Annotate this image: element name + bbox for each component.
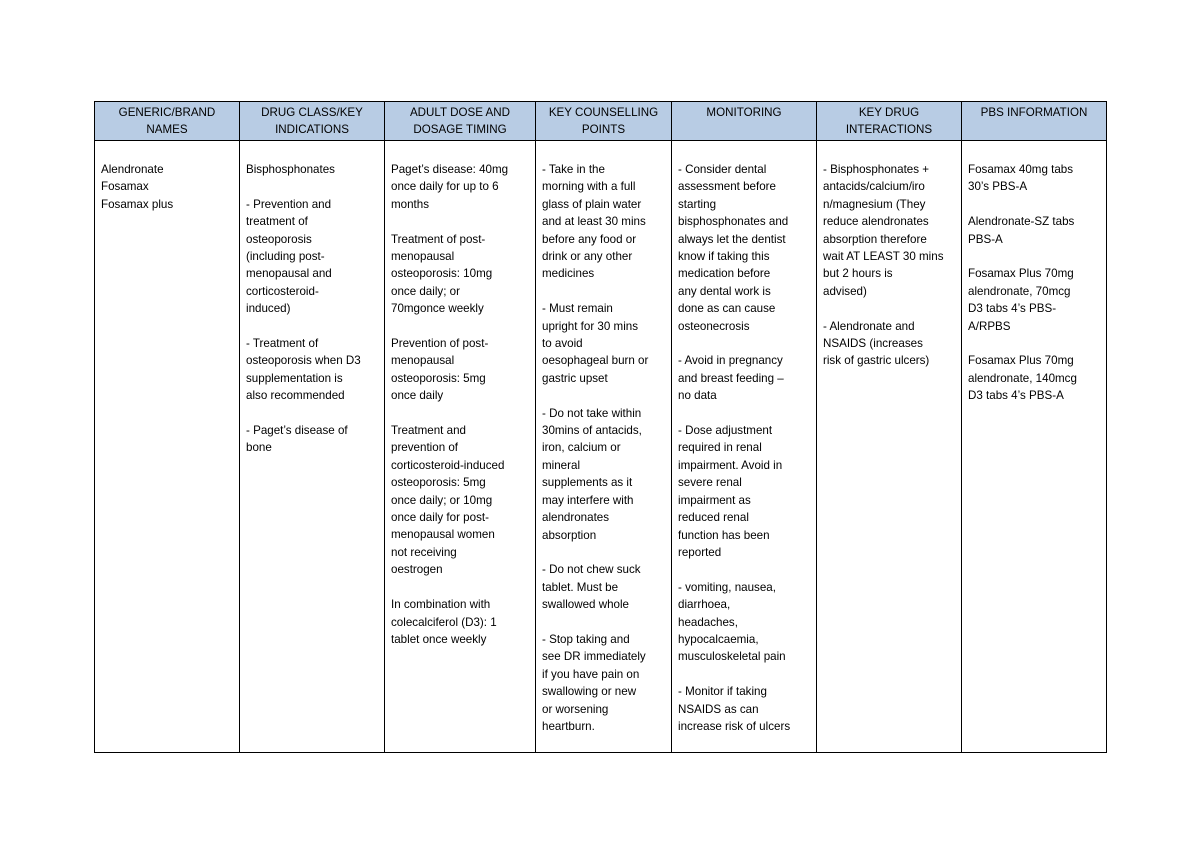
indication-text: - Prevention and treatment of osteoporosis (including post- menopausal and corticosteroid- induced) — [246, 197, 332, 316]
monitoring-point: - Monitor if taking NSAIDS as can increase risk of ulcers — [678, 685, 791, 733]
header-drug-interactions: KEY DRUG INTERACTIONS — [817, 102, 962, 141]
interaction-text: - Bisphosphonates + antacids/calcium/iro n/magnesium (They reduce alendronates absorption therefore wait AT LEAST 30 mins but 2 hours is advised) — [823, 163, 944, 298]
monitoring-point: - Dose adjustment required in renal impairment. Avoid in severe renal impairment as reduced renal function has been reported — [678, 424, 783, 559]
header-drug-class: DRUG CLASS/KEY INDICATIONS — [240, 102, 385, 141]
cell-names — [95, 141, 240, 753]
pbs-text: Fosamax Plus 70mg alendronate, 140mcg D3 tabs 4’s PBS-A — [968, 354, 1077, 403]
header-pbs-information: PBS INFORMATION — [962, 102, 1107, 141]
header-row — [95, 102, 1107, 141]
dose-text: Prevention of post- menopausal osteoporosis: 5mg once daily — [391, 337, 489, 403]
counselling-point: - Do not take within 30mins of antacids, iron, calcium or mineral supplements as it may interfere with alendronates absorption — [542, 406, 642, 542]
monitoring-point: - Consider dental assessment before starting bisphosphonates and always let the dentist know if taking this medication before any dental work is done as can cause osteonecrosis — [678, 163, 789, 333]
indication-text: - Paget’s disease of bone — [246, 424, 348, 455]
name-line: Fosamax — [101, 180, 149, 194]
dose-text: In combination with colecalciferol (D3): 1 tablet once weekly — [391, 598, 497, 646]
header-generic-brand-names: GENERIC/BRAND NAMES — [95, 102, 240, 141]
counselling-point: - Take in the morning with a full glass of plain water and at least 30 mins before any food or drink or any other medicines — [542, 163, 646, 281]
counselling-point: - Stop taking and see DR immediately if you have pain on swallowing or new or worsening heartburn. — [542, 632, 646, 733]
monitoring-point: - vomiting, nausea, diarrhoea, headaches, hypocalcaemia, musculoskeletal pain — [678, 580, 786, 664]
table-row — [95, 141, 1107, 753]
cell-dose — [385, 141, 536, 753]
header-monitoring: MONITORING — [672, 102, 817, 141]
interaction-text: - Alendronate and NSAIDS (increases risk of gastric ulcers) — [823, 319, 930, 368]
header-adult-dose: ADULT DOSE AND DOSAGE TIMING — [385, 102, 536, 141]
monitoring-point: - Avoid in pregnancy and breast feeding – no data — [678, 354, 784, 403]
drug-class-text: Bisphosphonates — [246, 163, 335, 176]
cell-drug-class — [240, 141, 385, 753]
counselling-point: - Must remain upright for 30 mins to avoid oesophageal burn or gastric upset — [542, 302, 649, 385]
pbs-text: Alendronate-SZ tabs PBS-A — [968, 215, 1075, 246]
pbs-text: Fosamax Plus 70mg alendronate, 70mcg D3 tabs 4’s PBS- A/RPBS — [968, 267, 1074, 333]
dose-text: Paget’s disease: 40mg once daily for up to 6 months — [391, 163, 509, 211]
header-counselling-points: KEY COUNSELLING POINTS — [536, 102, 672, 141]
cell-pbs — [962, 141, 1107, 753]
cell-counselling — [536, 141, 672, 753]
cell-interactions — [817, 141, 962, 753]
drug-information-table — [94, 101, 1107, 753]
counselling-point: - Do not chew suck tablet. Must be swallowed whole — [542, 563, 641, 612]
dose-text: Treatment and prevention of corticosteroid-induced osteoporosis: 5mg once daily; or 10mg once daily for post- menopausal women not receiving oestrogen — [391, 424, 505, 577]
pbs-text: Fosamax 40mg tabs 30’s PBS-A — [968, 163, 1074, 194]
dose-text: Treatment of post- menopausal osteoporosis: 10mg once daily; or 70mgonce weekly — [391, 232, 493, 316]
cell-monitoring — [672, 141, 817, 753]
name-line: Fosamax plus — [101, 197, 174, 211]
name-line: Alendronate — [101, 163, 164, 176]
indication-text: - Treatment of osteoporosis when D3 supplementation is also recommended — [246, 337, 361, 403]
